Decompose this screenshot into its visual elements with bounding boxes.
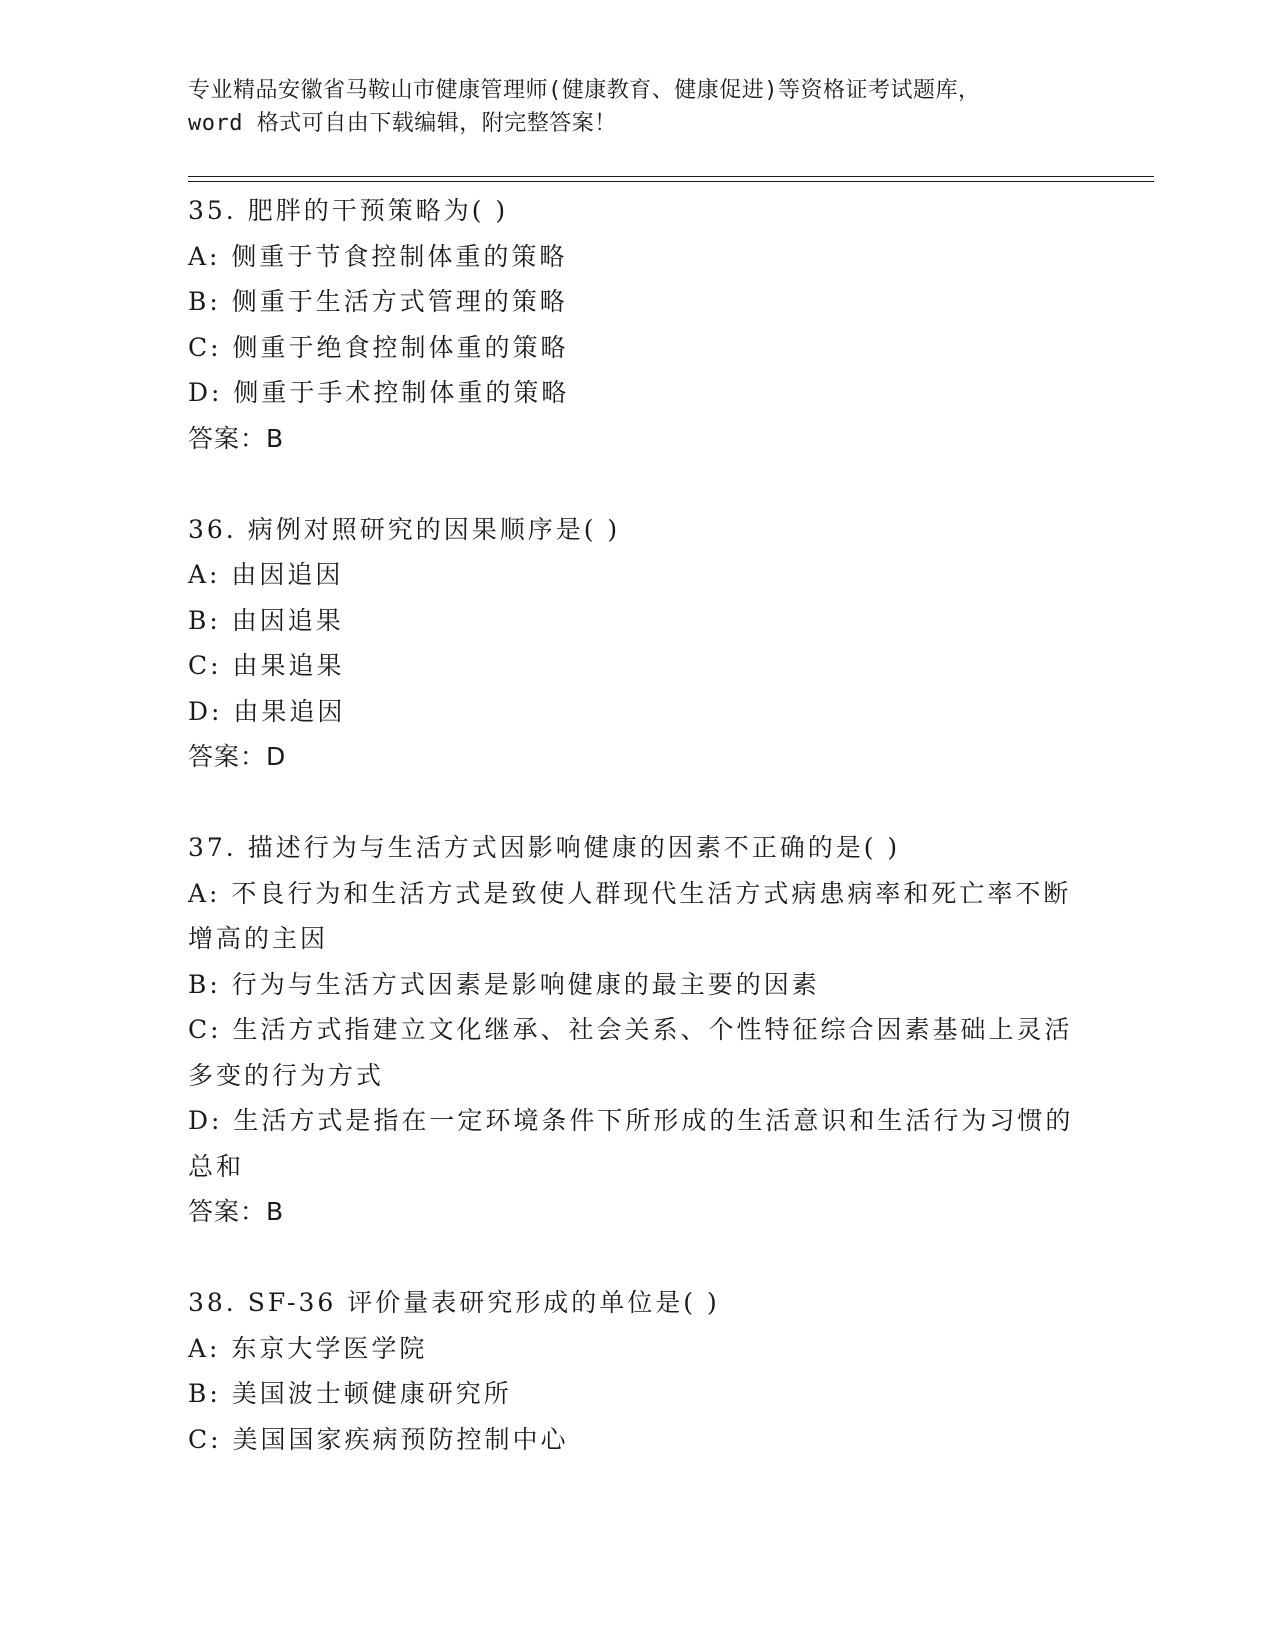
- question-38: [188, 1280, 1088, 1462]
- header-divider-top: [188, 176, 1154, 177]
- option-d: D: 生活方式是指在一定环境条件下所形成的生活意识和生活行为习惯的总和: [188, 1106, 1074, 1181]
- option-c: C: 生活方式指建立文化继承、社会关系、个性特征综合因素基础上灵活多变的行为方式: [188, 1015, 1073, 1090]
- header-line-2: word 格式可自由下载编辑，附完整答案！: [188, 111, 617, 136]
- option-d: D: 由果追因: [188, 696, 346, 726]
- header-divider-bottom: [188, 181, 1154, 182]
- option-a: A: 侧重于节食控制体重的策略: [188, 241, 568, 271]
- option-b: B: 行为与生活方式因素是影响健康的最主要的因素: [188, 969, 820, 999]
- question-37: [188, 825, 1088, 1235]
- question-list: [188, 188, 1088, 1508]
- question-36: [188, 507, 1088, 780]
- option-b: B: 美国波士顿健康研究所: [188, 1379, 512, 1408]
- option-a: A: 不良行为和生活方式是致使人群现代生活方式病患病率和死亡率不断增高的主因: [188, 878, 1072, 953]
- option-a: A: 东京大学医学院: [188, 1333, 428, 1363]
- header-line-1: 专业精品安徽省马鞍山市健康管理师(健康教育、健康促进)等资格证考试题库，: [188, 78, 981, 103]
- document-header: [188, 74, 1088, 140]
- question-stem: 38. SF-36 评价量表研究形成的单位是( ): [188, 1288, 720, 1317]
- option-b: B: 侧重于生活方式管理的策略: [188, 287, 568, 316]
- question-stem: 37. 描述行为与生活方式因影响健康的因素不正确的是( ): [188, 833, 901, 862]
- option-d: D: 侧重于手术控制体重的策略: [188, 378, 570, 407]
- option-a: A: 由因追因: [188, 560, 344, 589]
- option-c: C: 侧重于绝食控制体重的策略: [188, 332, 569, 362]
- question-35: [188, 188, 1088, 461]
- question-stem: 35. 肥胖的干预策略为( ): [188, 196, 509, 225]
- answer-label: 答案：B: [188, 423, 285, 453]
- answer-label: 答案：B: [188, 1197, 285, 1226]
- option-b: B: 由因追果: [188, 605, 344, 635]
- question-stem: 36. 病例对照研究的因果顺序是( ): [188, 514, 621, 544]
- answer-label: 答案：D: [188, 742, 287, 771]
- option-c: C: 由果追果: [188, 651, 345, 680]
- option-c: C: 美国国家疾病预防控制中心: [188, 1424, 569, 1454]
